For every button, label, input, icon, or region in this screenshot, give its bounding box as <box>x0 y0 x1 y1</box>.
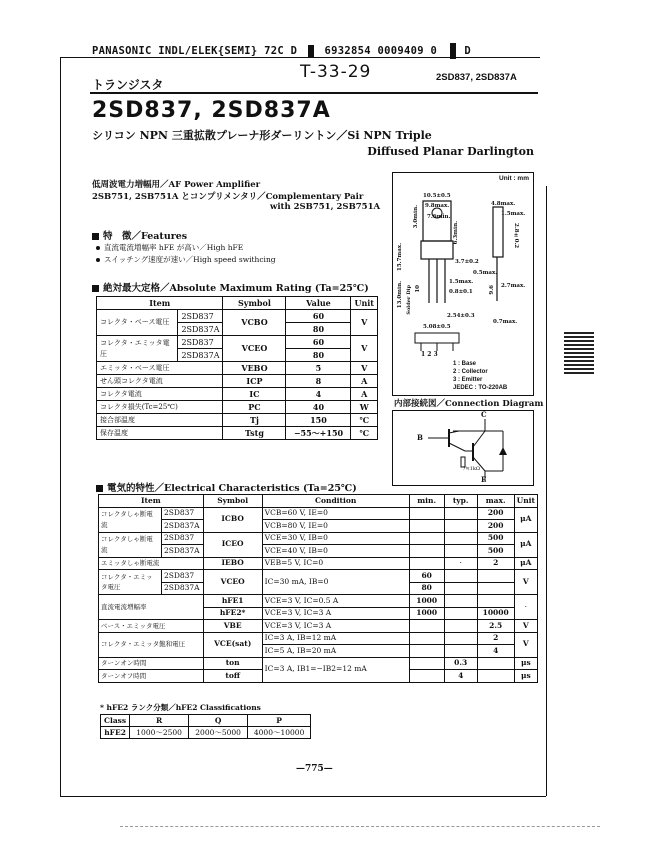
ec-min <box>409 557 444 570</box>
ec-symbol: IEBO <box>203 557 262 570</box>
class-value: 1000～2500 <box>130 727 189 739</box>
dim-label: 3.0min. <box>413 205 419 229</box>
page-title: 2SD837, 2SD837A <box>92 98 331 123</box>
dim-label: 13.0min. <box>397 281 403 309</box>
amr-value: 60 <box>286 310 351 323</box>
ec-min: 1000 <box>409 595 444 608</box>
pin-numbers: 1 2 3 <box>421 351 438 358</box>
ec-heading-text: 電気的特性／Electrical Characteristics (Ta=25℃) <box>107 483 357 494</box>
dim-label: 2.7max. <box>501 283 526 289</box>
ec-symbol: ton <box>203 657 262 670</box>
dim-label: 1.5max. <box>449 279 474 285</box>
ec-max: 200 <box>477 507 514 520</box>
ec-typ: 4 <box>444 670 477 683</box>
ec-unit: V <box>514 632 537 657</box>
amr-unit: V <box>351 362 378 375</box>
left-border <box>60 58 61 796</box>
ec-typ <box>444 607 477 620</box>
ec-max: 500 <box>477 545 514 558</box>
subtitle-line-1: シリコン NPN 三重拡散プレーナ形ダーリントン／Si NPN Triple <box>92 129 432 142</box>
ec-condition: IC=5 A, IB=20 mA <box>262 645 409 658</box>
collector-label: C <box>481 410 487 419</box>
dim-label: 4.8max. <box>491 201 516 207</box>
table-row <box>99 657 538 670</box>
ec-condition: IC=3 A, IB1=−IB2=12 mA <box>262 657 409 682</box>
dim-label: 0.7max. <box>493 319 518 325</box>
dim-label: 9.6 <box>489 285 495 295</box>
index-tab-marker <box>564 332 594 376</box>
ec-item: エミッタしゃ断電流 <box>99 557 204 570</box>
ec-unit: μs <box>514 657 537 670</box>
features-heading-text: 特 徴／Features <box>103 231 188 242</box>
ec-item: コレクタ・エミッタ飽和電圧 <box>99 632 204 657</box>
ec-typ: 0.3 <box>444 657 477 670</box>
dim-label: 0.8±0.1 <box>449 289 473 295</box>
section-bullet-icon <box>92 233 99 240</box>
ec-part: 2SD837 <box>161 507 203 520</box>
amr-item: コレクタ・ベース電圧 <box>97 310 178 336</box>
bottom-dash-line <box>120 826 600 828</box>
dim-label: 5.08±0.5 <box>423 324 451 330</box>
ec-item: コレクタしゃ断電流 <box>99 532 162 557</box>
ec-max <box>477 670 514 683</box>
ec-condition: IC=3 A, IB=12 mA <box>262 632 409 645</box>
ec-unit: V <box>514 620 537 633</box>
ec-min <box>409 620 444 633</box>
dim-label: 7.6min. <box>427 214 451 220</box>
ec-typ <box>444 620 477 633</box>
amr-item: コレクタ電流 <box>97 388 223 401</box>
amr-value: 40 <box>286 401 351 414</box>
amr-item: 接合部温度 <box>97 414 223 427</box>
ec-typ <box>444 632 477 645</box>
base-label: B <box>417 433 423 442</box>
ec-item: ターンオフ時間 <box>99 670 204 683</box>
dim-label: 10.5±0.5 <box>423 193 451 199</box>
amr-header-row <box>97 297 378 310</box>
amr-symbol: Tstg <box>223 427 286 440</box>
classification-heading: * hFE2 ランク分類／hFE2 Classifications <box>100 703 261 712</box>
amr-value: 4 <box>286 388 351 401</box>
amr-item: せん頭コレクタ電流 <box>97 375 223 388</box>
ec-symbol: ICBO <box>203 507 262 532</box>
features-heading <box>92 228 187 242</box>
dim-label: 6.3min. <box>453 221 459 245</box>
ec-max <box>477 595 514 608</box>
dim-label: 1.5max. <box>501 211 526 217</box>
pin-label: 3 : Emitter <box>453 377 483 383</box>
application-2: 2SB751, 2SB751A とコンプリメンタリ／Complementary Pair <box>92 192 364 202</box>
amr-symbol: PC <box>223 401 286 414</box>
ec-max <box>477 657 514 670</box>
amr-symbol: VCBO <box>223 310 286 336</box>
unit-label: Unit : mm <box>499 175 529 182</box>
amr-col-item: Item <box>97 297 223 310</box>
amr-symbol: VCEO <box>223 336 286 362</box>
amr-value: 5 <box>286 362 351 375</box>
amr-heading <box>92 280 369 294</box>
amr-value: 8 <box>286 375 351 388</box>
ec-item: 直流電流増幅率 <box>99 595 204 620</box>
pin-label: 1 : Base <box>453 361 477 367</box>
ec-part: 2SD837 <box>161 570 203 583</box>
ec-item: ターンオン時間 <box>99 657 204 670</box>
amr-part: 2SD837 <box>178 310 223 323</box>
amr-table <box>96 296 378 440</box>
ec-max: 2 <box>477 557 514 570</box>
amr-item: エミッタ・ベース電圧 <box>97 362 223 375</box>
handwritten-code: T-33-29 <box>300 62 372 82</box>
class-value: 2000～5000 <box>189 727 248 739</box>
ec-condition: VCE=30 V, IB=0 <box>262 532 409 545</box>
ec-min <box>409 545 444 558</box>
ec-symbol: VCEO <box>203 570 262 595</box>
ec-item: ベース・エミッタ電圧 <box>99 620 204 633</box>
ec-unit: μA <box>514 507 537 532</box>
amr-part: 2SD837A <box>178 323 223 336</box>
dot-icon <box>96 258 100 262</box>
ec-max: 2 <box>477 632 514 645</box>
ec-condition: VCB=80 V, IE=0 <box>262 520 409 533</box>
table-row <box>99 520 538 533</box>
page-number: —775— <box>296 764 333 774</box>
ec-min <box>409 532 444 545</box>
ec-header-row <box>99 495 538 508</box>
header-part-number: 2SD837, 2SD837A <box>436 72 517 83</box>
ec-min <box>409 657 444 670</box>
amr-item: コレクタ損失(Tc=25℃) <box>97 401 223 414</box>
dim-label: 9.8max. <box>425 203 450 209</box>
ec-item: コレクタしゃ断電流 <box>99 507 162 532</box>
amr-unit: ℃ <box>351 427 378 440</box>
table-row <box>99 632 538 645</box>
table-row <box>97 388 378 401</box>
header-d: D <box>464 45 471 57</box>
diagram-heading: 内部接続図／Connection Diagram <box>394 399 544 409</box>
ec-col-item: Item <box>99 495 204 508</box>
table-row <box>97 414 378 427</box>
dim-label: Solder Dip <box>406 285 412 315</box>
ec-condition: VCE=3 V, IC=3 A <box>262 620 409 633</box>
section-bullet-icon <box>92 285 99 292</box>
package-drawing <box>392 172 534 396</box>
amr-symbol: Tj <box>223 414 286 427</box>
ec-part: 2SD837A <box>161 545 203 558</box>
ec-symbol: VCE(sat) <box>203 632 262 657</box>
ec-max: 10000 <box>477 607 514 620</box>
ec-max: 200 <box>477 520 514 533</box>
ec-col-unit: Unit <box>514 495 537 508</box>
amr-item: 保存温度 <box>97 427 223 440</box>
ec-unit: · <box>514 595 537 620</box>
amr-value: −55～+150 <box>286 427 351 440</box>
ec-col-condition: Condition <box>262 495 409 508</box>
amr-item: コレクタ・エミッタ電圧 <box>97 336 178 362</box>
table-row <box>97 362 378 375</box>
amr-value: 80 <box>286 323 351 336</box>
ec-unit: μA <box>514 532 537 557</box>
ec-unit: μs <box>514 670 537 683</box>
ec-symbol: toff <box>203 670 262 683</box>
amr-part: 2SD837A <box>178 349 223 362</box>
ec-condition: VEB=5 V, IC=0 <box>262 557 409 570</box>
ec-col-min: min. <box>409 495 444 508</box>
ec-symbol: VBE <box>203 620 262 633</box>
amr-col-unit: Unit <box>351 297 378 310</box>
ec-min <box>409 507 444 520</box>
ec-typ <box>444 507 477 520</box>
dot-icon <box>96 246 100 250</box>
table-row <box>101 727 311 739</box>
table-row <box>99 570 538 583</box>
bottom-border <box>60 796 546 797</box>
table-row <box>99 545 538 558</box>
ec-typ <box>444 570 477 583</box>
dim-label: 15.7max. <box>397 243 403 271</box>
pin-label: JEDEC : TO-220AB <box>453 385 508 391</box>
ec-table <box>98 494 538 683</box>
amr-unit: A <box>351 388 378 401</box>
class-col-r: R <box>130 715 189 727</box>
ec-min <box>409 632 444 645</box>
table-row <box>97 310 378 323</box>
ec-part: 2SD837A <box>161 582 203 595</box>
ec-typ <box>444 582 477 595</box>
header-company: PANASONIC INDL/ELEK{SEMI} 72C D <box>92 45 298 57</box>
darlington-circuit-svg <box>393 411 533 485</box>
ec-heading <box>96 480 357 494</box>
amr-col-symbol: Symbol <box>223 297 286 310</box>
ec-symbol: ICEO <box>203 532 262 557</box>
dim-label: 2.54±0.3 <box>447 313 475 319</box>
dim-label: 2.8±0.2 <box>513 223 519 249</box>
ec-min: 80 <box>409 582 444 595</box>
ec-symbol: hFE2* <box>203 607 262 620</box>
amr-part: 2SD837 <box>178 336 223 349</box>
amr-unit: V <box>351 336 378 362</box>
category-label: トランジスタ <box>92 78 164 92</box>
ec-condition: VCB=60 V, IE=0 <box>262 507 409 520</box>
ec-condition: VCE=3 V, IC=0.5 A <box>262 595 409 608</box>
ec-col-max: max. <box>477 495 514 508</box>
subtitle-line-2: Diffused Planar Darlington <box>367 145 534 158</box>
ec-typ <box>444 520 477 533</box>
amr-symbol: IC <box>223 388 286 401</box>
amr-unit: A <box>351 375 378 388</box>
amr-col-value: Value <box>286 297 351 310</box>
table-row <box>99 595 538 608</box>
table-row <box>97 375 378 388</box>
ec-max: 2.5 <box>477 620 514 633</box>
dim-label: 0.5max. <box>473 270 498 276</box>
amr-value: 150 <box>286 414 351 427</box>
ec-max <box>477 582 514 595</box>
ec-unit: V <box>514 570 537 595</box>
connection-diagram <box>392 410 534 486</box>
ec-item: コレクタ・エミッタ電圧 <box>99 570 162 595</box>
ec-min: 60 <box>409 570 444 583</box>
ec-col-typ: typ. <box>444 495 477 508</box>
ec-typ <box>444 645 477 658</box>
ec-min: 1000 <box>409 607 444 620</box>
emitter-label: E <box>481 475 487 484</box>
class-value: 4000～10000 <box>248 727 311 739</box>
ec-max: 500 <box>477 532 514 545</box>
class-col-p: P <box>248 715 311 727</box>
ec-typ <box>444 595 477 608</box>
ec-max <box>477 570 514 583</box>
table-row <box>99 507 538 520</box>
amr-value: 80 <box>286 349 351 362</box>
table-row <box>99 532 538 545</box>
ec-condition: VCE=3 V, IC=3 A <box>262 607 409 620</box>
amr-symbol: ICP <box>223 375 286 388</box>
table-row <box>99 557 538 570</box>
amr-unit: ℃ <box>351 414 378 427</box>
ec-symbol: hFE1 <box>203 595 262 608</box>
amr-unit: V <box>351 310 378 336</box>
amr-unit: W <box>351 401 378 414</box>
ec-unit: μA <box>514 557 537 570</box>
pin-label: 2 : Collector <box>453 369 488 375</box>
right-border <box>546 186 547 796</box>
feature-text-1: 直流電流増幅率 hFE が高い／High hFE <box>104 243 244 252</box>
ec-min <box>409 670 444 683</box>
amr-heading-text: 絶対最大定格／Absolute Maximum Rating (Ta=25℃) <box>103 283 369 294</box>
amr-value: 60 <box>286 336 351 349</box>
amr-symbol: VEBO <box>223 362 286 375</box>
ec-typ <box>444 532 477 545</box>
ec-part: 2SD837A <box>161 520 203 533</box>
class-col-class: Class <box>101 715 130 727</box>
class-col-q: Q <box>189 715 248 727</box>
feature-text-2: スイッチング速度が速い／High speed swithcing <box>104 255 276 264</box>
ec-condition: VCE=40 V, IB=0 <box>262 545 409 558</box>
feature-item-1 <box>96 242 243 253</box>
table-row <box>97 401 378 414</box>
ec-typ: · <box>444 557 477 570</box>
application-3: with 2SB751, 2SB751A <box>270 202 381 212</box>
table-row <box>99 620 538 633</box>
dim-label: 10 <box>415 285 421 293</box>
ec-max: 4 <box>477 645 514 658</box>
table-row <box>97 336 378 349</box>
ec-col-symbol: Symbol <box>203 495 262 508</box>
application-1: 低周波電力増幅用／AF Power Amplifier <box>92 180 261 190</box>
dim-label: 3.7±0.2 <box>455 259 479 265</box>
header-code: 6932854 0009409 0 <box>324 45 438 57</box>
table-row <box>97 427 378 440</box>
section-bullet-icon <box>96 485 103 492</box>
ec-part: 2SD837 <box>161 532 203 545</box>
ec-typ <box>444 545 477 558</box>
feature-item-2 <box>96 254 276 265</box>
ec-condition: IC=30 mA, IB=0 <box>262 570 409 595</box>
class-label: hFE2 <box>101 727 130 739</box>
ec-min <box>409 520 444 533</box>
ec-min <box>409 645 444 658</box>
classification-table <box>100 714 311 739</box>
resistor-label: ｱ≒1kΩ <box>463 466 481 472</box>
table-row <box>101 715 311 727</box>
barcode-mark <box>308 45 314 58</box>
